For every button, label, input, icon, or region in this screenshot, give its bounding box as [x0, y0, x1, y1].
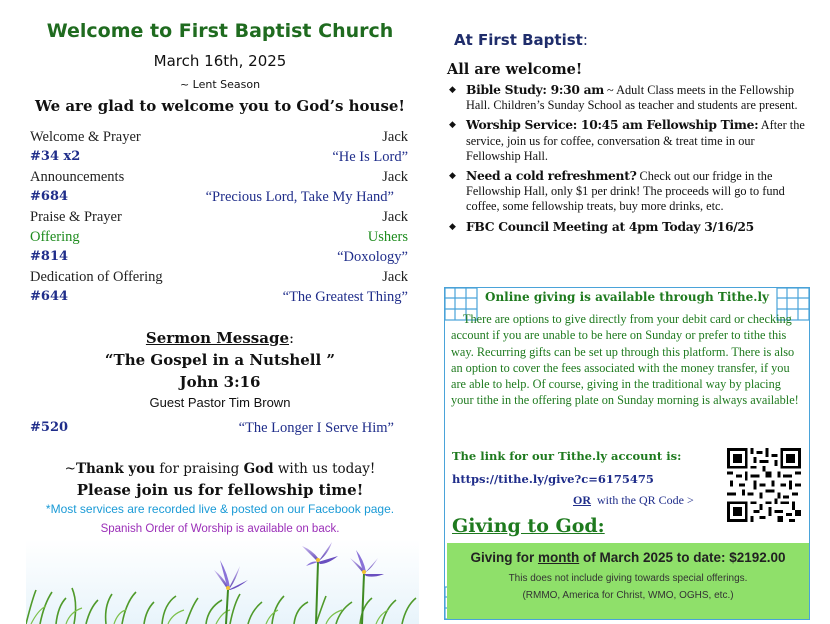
order-item-leader: “The Greatest Thing”: [282, 289, 408, 305]
giving-total-month: month: [537, 550, 580, 565]
announcement-text: Check out our fridge in the Fellowship Hall, only $1 per drink! The proceeds will go to fund coffee, some fellowship treats, buy more drinks, etc.: [466, 169, 785, 214]
thanks-bold: Thank you: [75, 461, 156, 477]
online-giving-title: Online giving is available through Tithe.ly: [485, 290, 769, 304]
order-item-leader: “Doxology”: [337, 249, 408, 265]
order-item-leader: Jack: [382, 129, 408, 145]
order-item-name: #644: [30, 289, 69, 304]
qr-code-caption: [573, 493, 694, 508]
order-item-leader: “Precious Lord, Take My Hand”: [205, 189, 394, 205]
order-item: [30, 187, 408, 207]
order-item-leader: Jack: [382, 169, 408, 185]
order-item-name: Dedication of Offering: [30, 269, 163, 285]
sermon-heading-colon: :: [289, 329, 295, 347]
qr-code-icon[interactable]: [727, 448, 801, 522]
sermon-heading-text: Sermon Message: [145, 329, 289, 347]
order-item: [30, 147, 408, 167]
order-item-name: #684: [30, 189, 69, 204]
announcement-list: [447, 82, 805, 239]
announcement-bold: Need a cold refreshment?: [466, 168, 637, 184]
closing-hymn-number: #520: [30, 420, 69, 435]
order-item: [30, 287, 408, 307]
tithely-link-heading: The link for our Tithe.ly account is:: [452, 449, 682, 463]
order-item: [30, 207, 408, 227]
announcement-text: ~ Adult Class meets in the Fellowship Hall. Children’s Sunday School as teacher and students are present.: [466, 83, 798, 113]
thanks-prefix: ~: [64, 461, 76, 477]
announcement-bold: Worship Service: 10:45 am Fellowship Time:: [466, 117, 759, 133]
order-item-name: Praise & Prayer: [30, 209, 122, 225]
fellowship-invite: Please join us for fellowship time!: [76, 481, 364, 499]
closing-hymn-title: “The Longer I Serve Him”: [238, 420, 394, 436]
announcement-bold: FBC Council Meeting at 4pm Today 3/16/25: [466, 218, 754, 234]
sermon-reference: John 3:16: [179, 373, 261, 391]
special-offerings-list: (RMMO, America for Christ, WMO, OGHS, etc.): [522, 590, 734, 601]
order-item-leader: Jack: [382, 269, 408, 285]
tithely-link[interactable]: https://tithe.ly/give?c=6175475: [452, 472, 654, 486]
giving-total-banner: [447, 543, 809, 619]
announcement-bold: Bible Study: 9:30 am: [466, 82, 604, 97]
special-offerings-note: This does not include giving towards special offerings.: [508, 573, 748, 584]
sermon-title: “The Gospel in a Nutshell ”: [104, 351, 336, 369]
announcement-item: [447, 117, 805, 164]
order-item-name: #34 x2: [30, 149, 81, 164]
order-item-name: Welcome & Prayer: [30, 129, 141, 145]
recording-note: *Most services are recorded live & posted on our Facebook page.: [45, 502, 395, 516]
or-label: OR: [573, 493, 591, 507]
giving-total-prefix: Giving for: [470, 550, 538, 565]
giving-total-amount: of March 2025 to date: $2192.00: [579, 550, 786, 565]
thanks-god: God: [243, 461, 274, 477]
thanks-message: [0, 461, 440, 477]
order-item: [30, 267, 408, 287]
qr-code-label: with the QR Code >: [597, 493, 694, 507]
announcement-item: [447, 168, 805, 215]
order-item: [30, 127, 408, 147]
thanks-end: with us today!: [273, 461, 376, 477]
order-item-leader: Jack: [382, 209, 408, 225]
all-welcome-text: All are welcome!: [447, 61, 583, 78]
order-item-name: Announcements: [30, 169, 125, 185]
closing-hymn: [30, 418, 408, 438]
giving-box: [444, 287, 810, 620]
service-date: March 16th, 2025: [153, 52, 287, 70]
online-giving-description: There are options to give directly from your debit card or checking account if you are unable to be here on Sunday or prefer to tithe this way. Recurring gifts can be set up through this platform. There is also an option to cover the fees associated with the money transfer, if you are able to help. Of course, giving in the traditional way by placing your tithe in the offering plate on Sunday morning is always available!: [451, 312, 799, 408]
announcements-heading-colon: :: [582, 31, 588, 49]
crocus-flowers-image: [26, 540, 419, 624]
giving-total: [447, 550, 809, 565]
order-item: [30, 247, 408, 267]
announcements-heading: [454, 31, 588, 49]
announcement-item: [447, 82, 805, 113]
guest-pastor: Guest Pastor Tim Brown: [149, 395, 291, 410]
order-item-leader: Ushers: [367, 229, 408, 245]
page-title: Welcome to First Baptist Church: [46, 20, 394, 42]
order-item: [30, 167, 408, 187]
spanish-order-note: Spanish Order of Worship is available on back.: [100, 523, 340, 535]
order-item-name: #814: [30, 249, 69, 264]
giving-to-god-title: Giving to God:: [452, 515, 605, 537]
order-item: [30, 227, 408, 247]
announcements-heading-text: At First Baptist: [454, 31, 583, 49]
announcement-text: After the service, join us for coffee, conversation & treat time in our Fellowship Hall.: [466, 118, 805, 163]
thanks-mid: for praising: [155, 461, 244, 477]
sermon-heading: [0, 329, 440, 347]
announcement-item: [447, 219, 805, 235]
order-item-leader: “He Is Lord”: [332, 149, 408, 165]
season-label: ~ Lent Season: [179, 78, 261, 91]
welcome-message: We are glad to welcome you to God’s house!: [34, 97, 406, 115]
order-list: [30, 127, 408, 307]
order-item-name: Offering: [30, 229, 80, 245]
